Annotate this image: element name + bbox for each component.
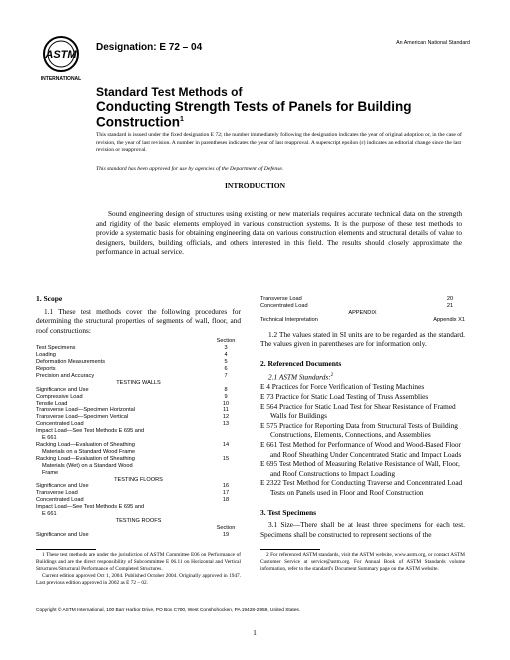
toc-roofs-heading: TESTING ROOFS bbox=[115, 517, 162, 524]
toc-section-label-row: Section bbox=[216, 338, 236, 345]
svg-text:ASTM: ASTM bbox=[45, 49, 77, 61]
toc-row bbox=[36, 463, 241, 470]
toc-row-section: 5 bbox=[224, 359, 228, 366]
toc-row bbox=[36, 456, 241, 463]
national-standard-label: An American National Standard bbox=[396, 40, 470, 46]
introduction-text: Sound engineering design of structures using existing or new materials requires accurate technical data on the strength and rigidity of the basic elements employed in various construction systems. It is the purpose of these test methods to provide a systematic basis for obtaining engineering data on various construction elements and structural details of value to designers, builders, building officials, and others interested in this field. The results should closely approximate the performance in actual service. bbox=[96, 209, 462, 257]
reference-item: E 695 Test Method of Measuring Relative Resistance of Wall, Floor, and Roof Constructions to Impact Loading bbox=[260, 459, 460, 478]
designation: Designation: E 72 – 04 bbox=[96, 42, 203, 53]
toc-row-section: 9 bbox=[224, 393, 228, 400]
toc-row-label: Tensile Load bbox=[36, 400, 68, 407]
refs-intro: 2.1 ASTM Standards:$^2$ bbox=[268, 372, 334, 382]
toc-row-label: E 661 bbox=[42, 511, 57, 518]
toc-row-section: 3 bbox=[224, 345, 228, 352]
copyright-notice: Copyright © ASTM International, 100 Barr Harbor Drive, PO Box C700, West Conshohocken, PA 19428-2959, United States. bbox=[36, 608, 301, 613]
toc-row-label: Significance and Use bbox=[36, 483, 89, 490]
toc-row-label: Transverse Load—Specimen Vertical bbox=[36, 414, 129, 421]
toc-row-section: 17 bbox=[222, 490, 230, 497]
toc-appendix-heading: APPENDIX bbox=[348, 309, 377, 316]
toc-row bbox=[36, 352, 241, 359]
toc-row-label: Frame bbox=[42, 469, 59, 476]
toc-row-label: Racking Load—Evaluation of Sheathing bbox=[36, 441, 135, 448]
toc-row bbox=[260, 296, 465, 303]
toc-row bbox=[36, 401, 241, 408]
para-3-1: 3.1 Size—There shall be at least three specimens for each test. Specimens shall be constructed to represent sections of the bbox=[260, 520, 465, 539]
title-footnote-mark: 1 bbox=[180, 116, 184, 123]
toc-row-label: Loading bbox=[36, 352, 56, 359]
reference-item: E 73 Practice for Static Load Testing of Truss Assemblies bbox=[260, 392, 429, 402]
toc-row-label: Concentrated Load bbox=[36, 497, 84, 504]
toc-row-label: Significance and Use bbox=[36, 386, 89, 393]
toc-row-section: 18 bbox=[222, 497, 230, 504]
toc-row bbox=[36, 470, 241, 477]
toc-row-section: 14 bbox=[222, 441, 230, 448]
toc-row-section bbox=[211, 511, 241, 518]
toc-row-label: Concentrated Load bbox=[36, 421, 84, 428]
toc-row bbox=[36, 483, 241, 490]
reference-item: E 575 Practice for Reporting Data from Structural Tests of Building Constructions, Elements, Connections, and Assemblies bbox=[260, 420, 458, 440]
approved-note: This standard has been approved for use by agencies of the Department of Defense. bbox=[96, 166, 284, 172]
toc-row bbox=[36, 504, 241, 511]
toc-row bbox=[36, 532, 241, 539]
reference-item: E 661 Test Method for Performance of Wood and Wood-Based Floor and Roof Sheathing Under Concentrated Static and Impact Loads bbox=[260, 439, 462, 459]
toc-row bbox=[36, 387, 241, 394]
toc-row bbox=[36, 345, 241, 352]
toc-section-label-row: Section bbox=[216, 524, 236, 531]
toc-row bbox=[260, 303, 465, 310]
toc-row-section bbox=[211, 504, 241, 511]
toc-row-label: Transverse Load bbox=[260, 296, 302, 302]
toc-row-section: 16 bbox=[222, 483, 230, 490]
toc-row-label: Materials on a Standard Wood Frame bbox=[42, 448, 136, 455]
toc-row-section: 21 bbox=[446, 302, 454, 309]
toc-row-section bbox=[211, 463, 241, 470]
toc-row bbox=[36, 414, 241, 421]
reference-item: E 564 Practice for Static Load Test for Shear Resistance of Framed Walls for Buildings bbox=[260, 401, 456, 421]
page-number: 1 bbox=[253, 628, 257, 637]
toc-row bbox=[36, 366, 241, 373]
toc-row bbox=[36, 449, 241, 456]
scope-toc-continued bbox=[260, 296, 465, 324]
footnote-1: 1 These test methods are under the jurisdiction of ASTM Committee E06 on Performance of Buildings and are the direct responsibility of Subcommittee E 06.11 on Horizontal and Vertical Structures/Structural Performance of Completed Structures. Current edition approved Oct 1, 2004. Published October 2004. Originally approved in 1947. Last previous edition approved in 2002 as E 72 – 02. bbox=[36, 552, 241, 586]
toc-row-section bbox=[211, 470, 241, 477]
toc-row bbox=[36, 407, 241, 414]
toc-row-label: Impact Load—See Test Methods E 695 and bbox=[36, 428, 145, 435]
toc-row-section: 20 bbox=[446, 296, 454, 302]
toc-row-section: 19 bbox=[222, 531, 230, 538]
title-line-3: Construction$^1$ bbox=[96, 114, 184, 130]
toc-row-label: Reports bbox=[36, 366, 56, 372]
left-column bbox=[36, 294, 241, 539]
toc-row-section: 13 bbox=[222, 421, 230, 428]
toc-row-label: Precision and Accuracy bbox=[36, 372, 95, 379]
introduction-heading: INTRODUCTION bbox=[224, 181, 285, 190]
toc-row-label: Transverse Load bbox=[36, 490, 78, 497]
scope-heading: 1. Scope bbox=[36, 294, 63, 303]
toc-row-label: Concentrated Load bbox=[260, 302, 308, 309]
toc-row bbox=[36, 497, 241, 504]
toc-row bbox=[36, 394, 241, 401]
toc-row bbox=[36, 359, 241, 366]
toc-row-section: 10 bbox=[222, 400, 230, 407]
toc-row-label: Transverse Load—Specimen Horizontal bbox=[36, 407, 135, 414]
title-line-1: Standard Test Methods of bbox=[96, 85, 243, 99]
referenced-documents-heading: 2. Referenced Documents bbox=[260, 358, 342, 368]
toc-row bbox=[36, 442, 241, 449]
para-1-2: 1.2 The values stated in SI units are to be regarded as the standard. The values given in parentheses are for information only. bbox=[260, 329, 465, 349]
toc-row-section: 11 bbox=[223, 407, 229, 414]
reference-item: E 2322 Test Method for Conducting Traverse and Concentrated Load Tests on Panels used in Floor and Roof Construction bbox=[260, 478, 463, 497]
scope-para-1-1: 1.1 These test methods cover the following procedures for determining the structural properties of segments of wall, floor, and roof constructions: bbox=[36, 306, 241, 335]
toc-row-label: E 661 bbox=[42, 435, 57, 442]
document-title bbox=[96, 86, 476, 129]
toc-row-section: 6 bbox=[224, 366, 228, 372]
toc-row bbox=[36, 511, 241, 518]
toc-row-label: Racking Load—Evaluation of Sheathing bbox=[36, 455, 135, 462]
toc-row bbox=[36, 435, 241, 442]
issued-note: This standard is issued under the fixed designation E 72; the number immediately following the designation indicates the year of original adoption or, in the case of revision, the year of last revision. A number in parentheses indicates the year of last reapproval. A superscript epsilon (ε) indicates an editorial change since the last revision or reapproval. bbox=[96, 132, 462, 153]
toc-row-section: 7 bbox=[224, 372, 228, 379]
toc-row bbox=[36, 428, 241, 435]
toc-floors-heading: TESTING FLOORS bbox=[114, 476, 163, 483]
toc-row bbox=[36, 421, 241, 428]
footnote-rule bbox=[260, 549, 320, 550]
footnote-rule bbox=[36, 549, 96, 550]
astm-logo bbox=[38, 34, 84, 84]
toc-row-section: 4 bbox=[224, 352, 228, 359]
toc-row-label: Test Specimens bbox=[36, 345, 76, 352]
referenced-documents-list bbox=[260, 371, 465, 497]
footnote-2: 2 For referenced ASTM standards, visit the ASTM website, www.astm.org, or contact ASTM Customer Service at service@astm.org. For Annual Book of ASTM Standards volume information, refer to the standard's Document Summary page on the ASTM website. bbox=[260, 552, 465, 572]
toc-row-section: 8 bbox=[224, 386, 228, 393]
toc-row bbox=[36, 490, 241, 497]
right-column bbox=[260, 296, 465, 539]
toc-row-section: 12 bbox=[222, 414, 230, 421]
toc-row-section: 15 bbox=[222, 455, 230, 462]
toc-row-section bbox=[211, 449, 241, 456]
toc-row-label: Materials (Wet) on a Standard Wood bbox=[42, 462, 133, 469]
test-specimens-heading: 3. Test Specimens bbox=[260, 507, 317, 517]
scope-toc bbox=[36, 338, 241, 538]
toc-row: Technical Interpretation Appendix X1 bbox=[260, 316, 465, 323]
toc-row-label: Deformation Measurements bbox=[36, 359, 106, 366]
title-line-2: Conducting Strength Tests of Panels for Building bbox=[96, 98, 412, 114]
toc-row-section bbox=[211, 428, 241, 435]
svg-text:INTERNATIONAL: INTERNATIONAL bbox=[40, 76, 82, 82]
toc-row-label: Significance and Use bbox=[36, 531, 89, 538]
toc-walls-heading: TESTING WALLS bbox=[116, 379, 161, 386]
toc-row-label: Impact Load—See Test Methods E 695 and bbox=[36, 504, 145, 511]
toc-row-label: Compressive Load bbox=[36, 393, 83, 400]
toc-row-section bbox=[211, 435, 241, 442]
reference-item: E 4 Practices for Force Verification of Testing Machines bbox=[260, 382, 425, 392]
toc-row bbox=[36, 373, 241, 380]
